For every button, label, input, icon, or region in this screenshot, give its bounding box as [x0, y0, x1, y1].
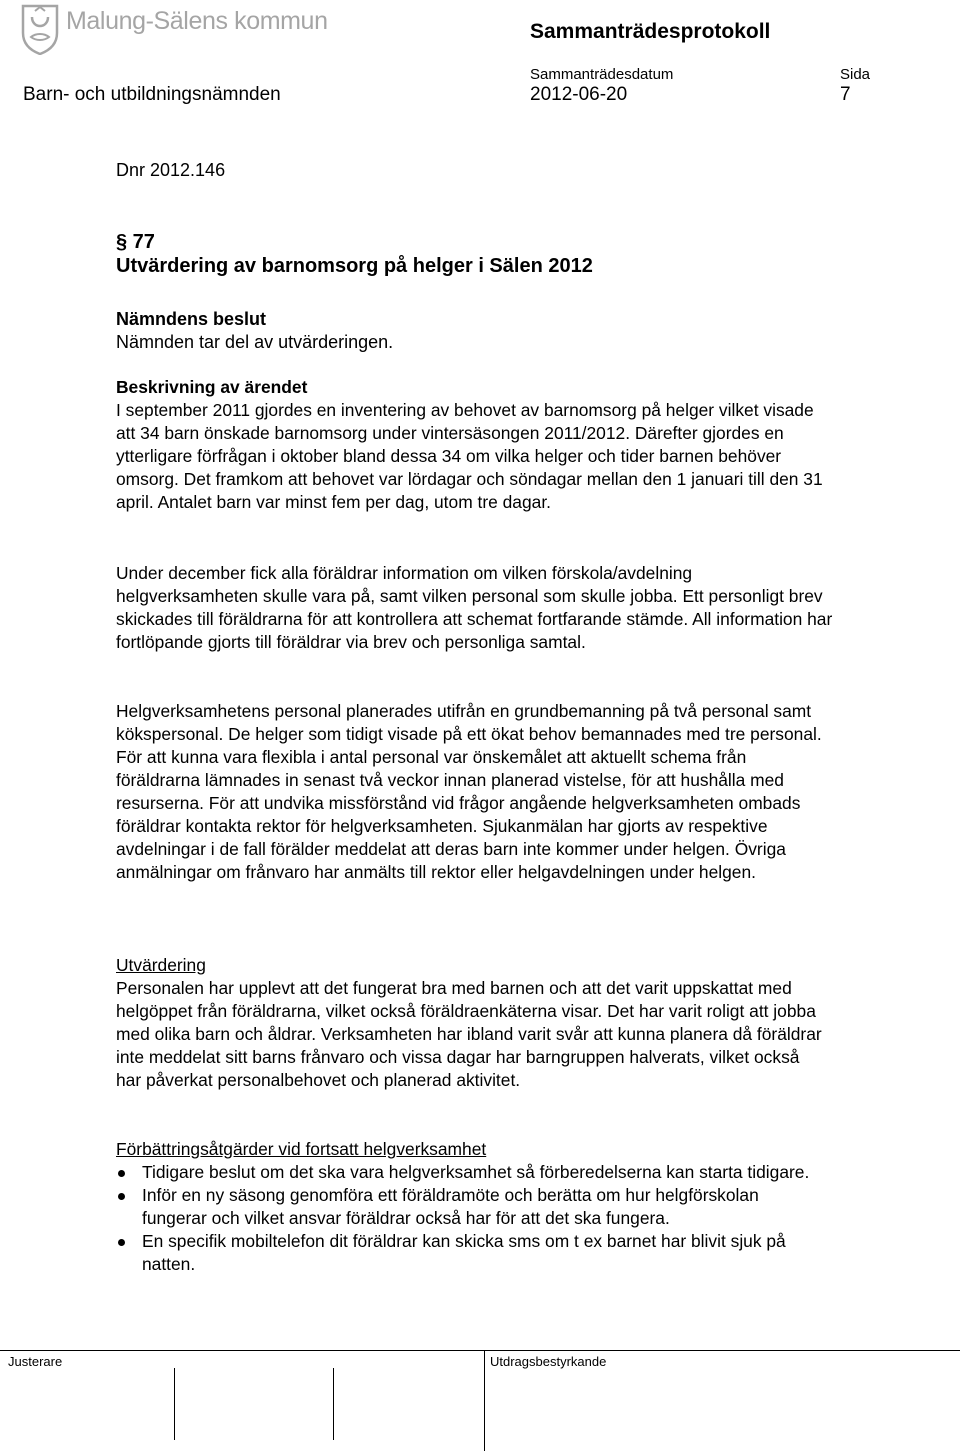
municipality-logo	[20, 3, 328, 55]
decision-block	[116, 308, 836, 354]
improvements-block	[116, 1138, 826, 1276]
signature-divider	[174, 1368, 175, 1440]
committee-name: Barn- och utbildningsnämnden	[23, 84, 281, 105]
improvement-item: En specifik mobiltelefon dit föräldrar kan skicka sms om t ex barnet har blivit sjuk på natten.	[116, 1230, 826, 1276]
utdragsbestyrkande-label: Utdragsbestyrkande	[490, 1354, 607, 1369]
footer-column-divider	[484, 1350, 485, 1451]
signature-divider	[333, 1368, 334, 1440]
justerare-label: Justerare	[8, 1354, 63, 1369]
improvement-item: Tidigare beslut om det ska vara helgverksamhet så förberedelserna kan starta tidigare.	[116, 1161, 826, 1184]
decision-heading: Nämndens beslut	[116, 309, 267, 329]
improvements-list	[116, 1161, 826, 1276]
meeting-date: 2012-06-20	[530, 84, 628, 105]
coat-of-arms-icon	[20, 3, 60, 55]
footer-divider	[0, 1350, 960, 1351]
description-block	[116, 376, 836, 514]
logo-text: Malung-Sälens kommun	[66, 7, 328, 35]
description-paragraph-2: Under december fick alla föräldrar information om vilken förskola/avdelning helgverksamheten skulle vara på, samt vilken personal som skulle jobba. Ett personligt brev skickades till föräldrarna för att kontrollera att schemat fortfarande stämde. All information har fortlöpande gjorts till föräldrar via brev och personliga samtal.	[116, 563, 833, 652]
evaluation-heading: Utvärdering	[116, 955, 206, 975]
description-paragraph-1: I september 2011 gjordes en inventering av behovet av barnomsorg på helger vilket visade att 34 barn önskade barnomsorg under vintersäsongen 2011/2012. Därefter gjordes en ytterligare förfrågan i oktober bland dessa 34 om vilka helger och tider barnen behöver omsorg. Det framkom att behovet var lördagar och söndagar mellan den 1 januari till den 31 april. Antalet barn var minst fem per dag, utom tre dagar.	[116, 400, 823, 512]
decision-text: Nämnden tar del av utvärderingen.	[116, 332, 394, 352]
document-type: Sammanträdesprotokoll	[530, 20, 771, 43]
evaluation-text: Personalen har upplevt att det fungerat bra med barnen och att det varit uppskattat med helgöppet från föräldrarna, vilket också föräldraenkäterna visar. Det har varit roligt att jobba med olika barn och åldrar. Verksamheten har ibland varit svår att kunna planera då föräldrar inte meddelat sitt barns frånvaro och vissa dagar har barngruppen halverats, vilket också har påverkat personalbehovet och planerad aktivitet.	[116, 978, 822, 1090]
section-header	[116, 230, 593, 278]
description-heading: Beskrivning av ärendet	[116, 377, 308, 397]
description-paragraph-3: Helgverksamhetens personal planerades utifrån en grundbemanning på två personal samt kökspersonal. De helger som tidigt visade på ett ökat behov bemannades med tre personal. För att kunna vara flexibla i antal personal var önskemålet att aktuellt schema från föräldrarna lämnades in senast två veckor innan planerad vistelse, för att hushålla med resurserna. För att undvika missförstånd vid frågor angående helgverksamheten ombads föräldrar kontakta rektor för helgverksamheten. Sjukanmälan har gjorts av respektive avdelningar i de fall förälder meddelat att deras barn inte kommer under helgen. Övriga anmälningar om frånvaro har anmälts till rektor eller helgavdelningen under helgen.	[116, 701, 822, 882]
improvements-heading: Förbättringsåtgärder vid fortsatt helgverksamhet	[116, 1139, 487, 1159]
improvement-item: Inför en ny säsong genomföra ett föräldramöte och berätta om hur helgförskolan fungerar och vilket ansvar föräldrar också har för att det ska fungera.	[116, 1184, 826, 1230]
date-label: Sammanträdesdatum	[530, 66, 674, 83]
section-number: § 77	[116, 231, 155, 253]
diary-number: Dnr 2012.146	[116, 160, 226, 180]
page-number: 7	[840, 84, 851, 105]
section-title: Utvärdering av barnomsorg på helger i Sälen 2012	[116, 255, 593, 277]
evaluation-block	[116, 954, 828, 1092]
page-label: Sida	[840, 66, 871, 83]
